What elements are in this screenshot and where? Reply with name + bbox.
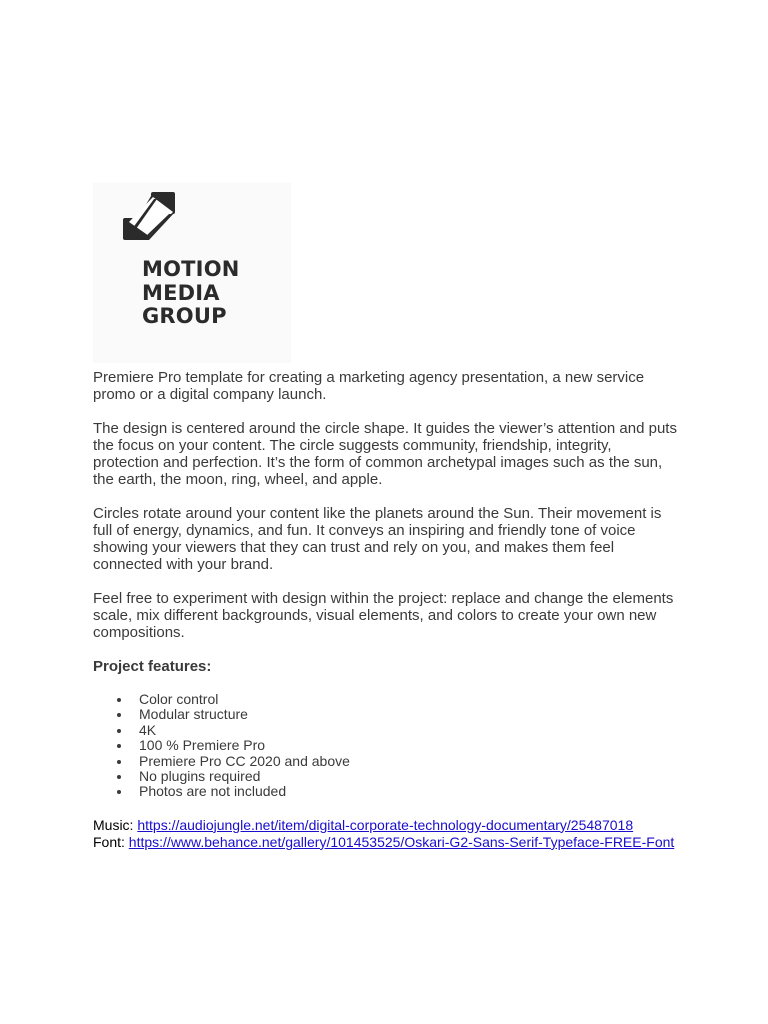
font-label: Font: bbox=[93, 833, 125, 850]
paragraph-intro: Premiere Pro template for creating a marketing agency presentation, a new service promo or a digital company launch. bbox=[93, 369, 645, 403]
features-heading: Project features: bbox=[93, 658, 212, 675]
music-link[interactable]: https://audiojungle.net/item/digital-corporate-technology-documentary/25487018 bbox=[137, 816, 634, 833]
list-item: Photos are not included bbox=[93, 784, 678, 799]
list-item: 4K bbox=[93, 723, 678, 738]
features-list bbox=[93, 692, 678, 800]
logo-wordmark bbox=[142, 258, 240, 329]
font-credit bbox=[93, 834, 678, 851]
credits bbox=[93, 817, 678, 851]
list-item: Premiere Pro CC 2020 and above bbox=[93, 754, 678, 769]
logo-line-group: GROUP bbox=[142, 304, 227, 328]
music-credit bbox=[93, 817, 678, 834]
paragraph-experiment: Feel free to experiment with design within the project: replace and change the elements scale, mix different backgrounds, visual elements, and colors to create your own new compositions. bbox=[93, 590, 674, 641]
list-item: No plugins required bbox=[93, 769, 678, 784]
list-item: Color control bbox=[93, 692, 678, 707]
logo-mark-icon bbox=[121, 191, 177, 243]
paragraph-circles: Circles rotate around your content like the planets around the Sun. Their movement is full of energy, dynamics, and fun. It conveys an inspiring and friendly tone of voice showing your viewers that they can trust and rely on you, and makes them feel connected with your brand. bbox=[93, 505, 662, 573]
logo-line-media: MEDIA bbox=[142, 280, 220, 305]
list-item: Modular structure bbox=[93, 707, 678, 722]
music-label: Music: bbox=[93, 816, 134, 833]
document-body bbox=[93, 369, 678, 851]
logo-line-motion: MOTION bbox=[142, 257, 240, 281]
list-item: 100 % Premiere Pro bbox=[93, 738, 678, 753]
font-link[interactable]: https://www.behance.net/gallery/101453525/Oskari-G2-Sans-Serif-Typeface-FREE-Font bbox=[128, 833, 675, 850]
logo bbox=[93, 183, 291, 363]
paragraph-design: The design is centered around the circle shape. It guides the viewer’s attention and puts the focus on your content. The circle suggests community, friendship, integrity, protection and perfection. It’s the form of common archetypal images such as the sun, the earth, the moon, ring, wheel, and apple. bbox=[93, 420, 677, 488]
